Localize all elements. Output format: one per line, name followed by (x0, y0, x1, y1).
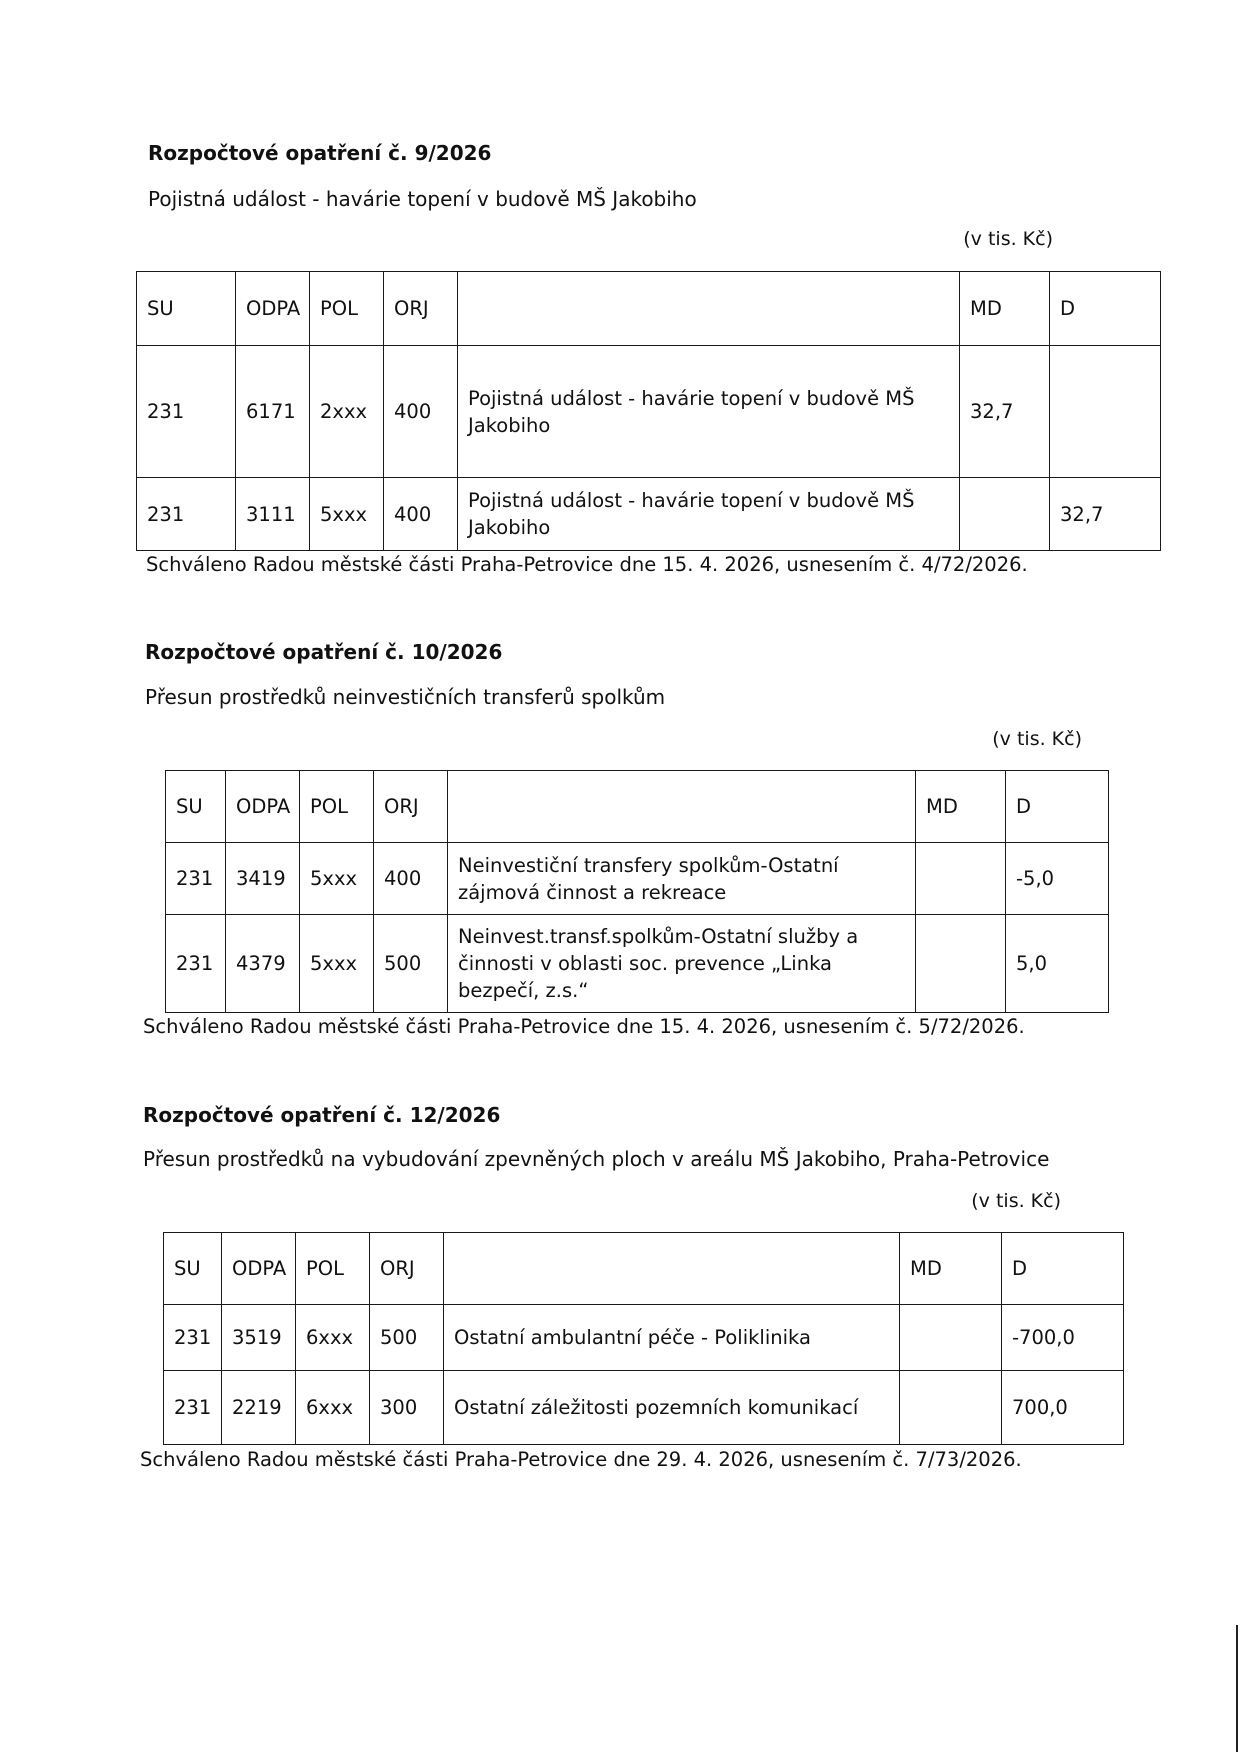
header-odpa: ODPA (222, 1233, 296, 1305)
cell-text: Neinvest.transf.spolkům-Ostatní služby a činnosti v oblasti soc. prevence „Linka bezpečí, z.s.“ (448, 915, 916, 1013)
table-header-row (137, 272, 1161, 346)
cell-text: Ostatní záležitosti pozemních komunikací (444, 1371, 900, 1445)
cell-odpa: 4379 (226, 915, 300, 1013)
cell-orj: 400 (374, 843, 448, 915)
header-su: SU (137, 272, 236, 346)
header-su: SU (166, 771, 226, 843)
header-md: MD (916, 771, 1006, 843)
header-d: D (1050, 272, 1161, 346)
cell-text: Pojistná událost - havárie topení v budově MŠ Jakobiho (458, 478, 960, 551)
block-description: Pojistná událost - havárie topení v budově MŠ Jakobiho (148, 187, 697, 211)
cell-md (960, 478, 1050, 551)
header-pol: POL (300, 771, 374, 843)
header-d: D (1002, 1233, 1124, 1305)
cell-orj: 500 (374, 915, 448, 1013)
cell-su: 231 (164, 1371, 222, 1445)
approval-note: Schváleno Radou městské části Praha-Petrovice dne 29. 4. 2026, usnesením č. 7/73/2026. (140, 1448, 1022, 1471)
header-odpa: ODPA (226, 771, 300, 843)
block-heading: Rozpočtové opatření č. 9/2026 (148, 141, 492, 165)
cell-d: 700,0 (1002, 1371, 1124, 1445)
header-orj: ORJ (384, 272, 458, 346)
cell-md (916, 915, 1006, 1013)
approval-note: Schváleno Radou městské části Praha-Petrovice dne 15. 4. 2026, usnesením č. 4/72/2026. (146, 553, 1028, 576)
unit-label: (v tis. Kč) (992, 728, 1082, 750)
table-header-row (166, 771, 1109, 843)
header-md: MD (900, 1233, 1002, 1305)
cell-su: 231 (164, 1305, 222, 1371)
cell-pol: 6xxx (296, 1305, 370, 1371)
cell-odpa: 3419 (226, 843, 300, 915)
cell-d (1050, 346, 1161, 478)
cell-odpa: 3111 (236, 478, 310, 551)
cell-orj: 400 (384, 478, 458, 551)
cell-md (916, 843, 1006, 915)
cell-orj: 500 (370, 1305, 444, 1371)
cell-text: Neinvestiční transfery spolkům-Ostatní zájmová činnost a rekreace (448, 843, 916, 915)
block-heading: Rozpočtové opatření č. 12/2026 (143, 1103, 501, 1127)
unit-label: (v tis. Kč) (963, 228, 1053, 250)
header-odpa: ODPA (236, 272, 310, 346)
cell-orj: 300 (370, 1371, 444, 1445)
table-row (164, 1371, 1124, 1445)
budget-table (165, 770, 1109, 1013)
unit-label: (v tis. Kč) (971, 1190, 1061, 1212)
cell-odpa: 6171 (236, 346, 310, 478)
cell-md (900, 1305, 1002, 1371)
header-pol: POL (296, 1233, 370, 1305)
cell-orj: 400 (384, 346, 458, 478)
header-pol: POL (310, 272, 384, 346)
cell-pol: 5xxx (300, 843, 374, 915)
cell-su: 231 (137, 346, 236, 478)
cell-d: 5,0 (1006, 915, 1109, 1013)
cell-d: -5,0 (1006, 843, 1109, 915)
header-orj: ORJ (370, 1233, 444, 1305)
header-md: MD (960, 272, 1050, 346)
block-heading: Rozpočtové opatření č. 10/2026 (145, 640, 503, 664)
cell-text: Pojistná událost - havárie topení v budově MŠ Jakobiho (458, 346, 960, 478)
scan-edge-line (1236, 1625, 1238, 1752)
cell-md: 32,7 (960, 346, 1050, 478)
cell-text: Ostatní ambulantní péče - Poliklinika (444, 1305, 900, 1371)
cell-pol: 2xxx (310, 346, 384, 478)
budget-table (163, 1232, 1124, 1445)
table-row (166, 915, 1109, 1013)
cell-odpa: 2219 (222, 1371, 296, 1445)
cell-odpa: 3519 (222, 1305, 296, 1371)
header-orj: ORJ (374, 771, 448, 843)
header-text (444, 1233, 900, 1305)
table-row (164, 1305, 1124, 1371)
cell-d: 32,7 (1050, 478, 1161, 551)
cell-su: 231 (137, 478, 236, 551)
table-header-row (164, 1233, 1124, 1305)
cell-md (900, 1371, 1002, 1445)
budget-table (136, 271, 1161, 551)
block-description: Přesun prostředků na vybudování zpevněných ploch v areálu MŠ Jakobiho, Praha-Petrovice (143, 1147, 1050, 1171)
table-row (137, 478, 1161, 551)
approval-note: Schváleno Radou městské části Praha-Petrovice dne 15. 4. 2026, usnesením č. 5/72/2026. (143, 1015, 1025, 1038)
cell-pol: 5xxx (310, 478, 384, 551)
header-text (448, 771, 916, 843)
cell-pol: 6xxx (296, 1371, 370, 1445)
header-su: SU (164, 1233, 222, 1305)
cell-su: 231 (166, 915, 226, 1013)
table-row (137, 346, 1161, 478)
table-row (166, 843, 1109, 915)
header-text (458, 272, 960, 346)
header-d: D (1006, 771, 1109, 843)
cell-su: 231 (166, 843, 226, 915)
block-description: Přesun prostředků neinvestičních transferů spolkům (145, 685, 666, 709)
cell-pol: 5xxx (300, 915, 374, 1013)
cell-d: -700,0 (1002, 1305, 1124, 1371)
